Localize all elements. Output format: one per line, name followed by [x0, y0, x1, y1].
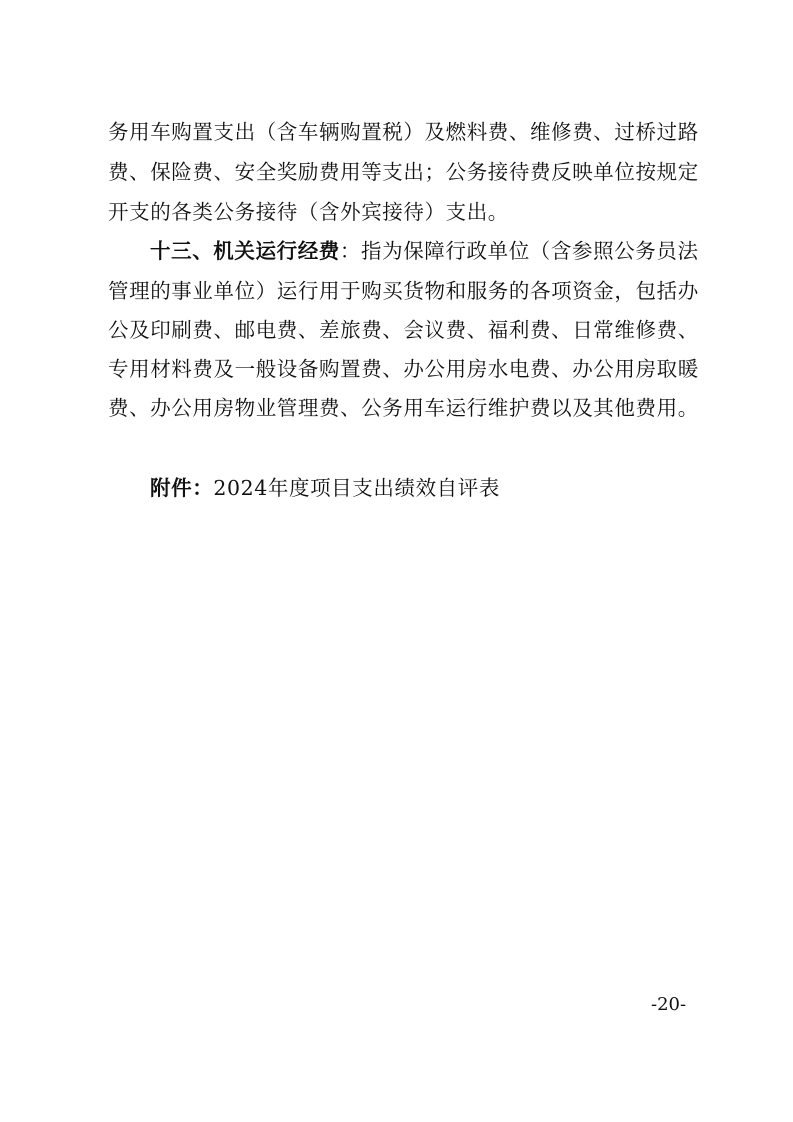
- attachment-title: 2024年度项目支出绩效自评表: [213, 476, 500, 500]
- section-13-definition: ：指为保障行政单位（含参照公务员法: [339, 239, 699, 263]
- paragraph-line: 专用材料费及一般设备购置费、办公用房水电费、办公用房取暖: [108, 357, 699, 381]
- paragraph-line: 费、保险费、安全奖励费用等支出；公务接待费反映单位按规定: [108, 160, 699, 184]
- paragraph-line: 管理的事业单位）运行用于购买货物和服务的各项资金，包括办: [108, 279, 699, 303]
- paragraph-line: 开支的各类公务接待（含外宾接待）支出。: [108, 200, 509, 224]
- page-number: -20-: [651, 994, 687, 1015]
- attachment-line: [150, 473, 710, 503]
- paragraph-line: 务用车购置支出（含车辆购置税）及燃料费、维修费、过桥过路: [108, 120, 699, 144]
- section-13-first-line: [150, 236, 710, 266]
- section-13-heading: 十三、机关运行经费: [150, 239, 340, 263]
- paragraph-line: 公及印刷费、邮电费、差旅费、会议费、福利费、日常维修费、: [108, 318, 699, 342]
- paragraph-line: 费、办公用房物业管理费、公务用车运行维护费以及其他费用。: [108, 396, 699, 420]
- attachment-label: 附件：: [150, 476, 214, 500]
